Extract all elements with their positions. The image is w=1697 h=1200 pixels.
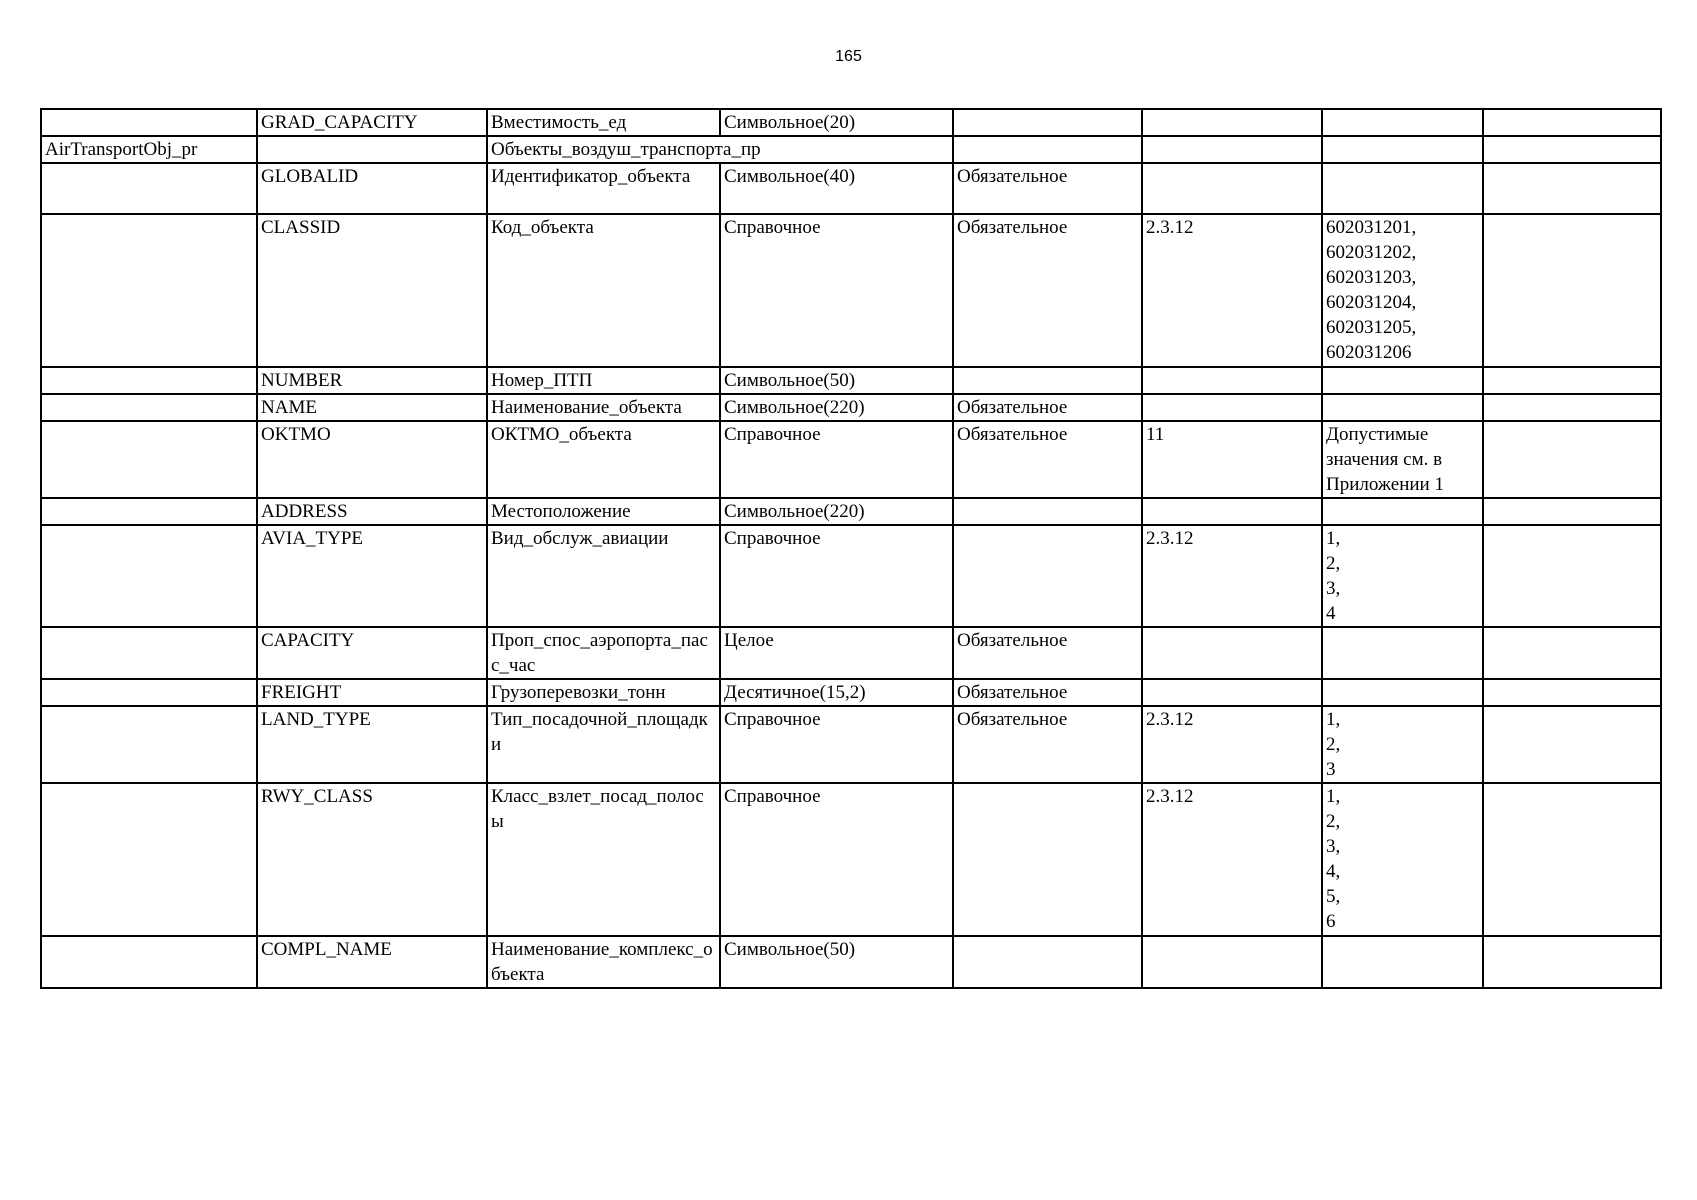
note-cell: [1483, 136, 1661, 163]
reference-cell: 11: [1142, 421, 1322, 498]
field-alias-cell: Местоположение: [487, 498, 720, 525]
field-name-cell: [257, 136, 487, 163]
allowed-values-cell: [1322, 163, 1483, 214]
allowed-values-cell: [1322, 627, 1483, 679]
object-class-cell: [41, 109, 257, 136]
table-row: [41, 783, 1661, 936]
allowed-values-cell: [1322, 936, 1483, 988]
note-cell: [1483, 627, 1661, 679]
field-type-cell: Целое: [720, 627, 953, 679]
field-name-cell: NUMBER: [257, 367, 487, 394]
reference-cell: 2.3.12: [1142, 214, 1322, 367]
note-cell: [1483, 163, 1661, 214]
reference-cell: 2.3.12: [1142, 706, 1322, 783]
note-cell: [1483, 421, 1661, 498]
required-cell: [953, 109, 1142, 136]
field-type-cell: Справочное: [720, 783, 953, 936]
field-type-cell: Справочное: [720, 706, 953, 783]
field-name-cell: COMPL_NAME: [257, 936, 487, 988]
allowed-values-cell: 1, 2, 3: [1322, 706, 1483, 783]
field-type-cell: Символьное(20): [720, 109, 953, 136]
table-row: [41, 367, 1661, 394]
object-class-cell: [41, 525, 257, 627]
field-alias-cell: Тип_посадочной_площадки: [487, 706, 720, 783]
field-name-cell: CAPACITY: [257, 627, 487, 679]
table-row: [41, 394, 1661, 421]
field-type-cell: Справочное: [720, 525, 953, 627]
object-class-cell: [41, 936, 257, 988]
field-alias-cell: ОКТМО_объекта: [487, 421, 720, 498]
field-alias-cell: Проп_спос_аэропорта_пасс_час: [487, 627, 720, 679]
object-class-cell: AirTransportObj_pr: [41, 136, 257, 163]
object-class-cell: [41, 421, 257, 498]
field-name-cell: FREIGHT: [257, 679, 487, 706]
field-type-cell: Справочное: [720, 214, 953, 367]
note-cell: [1483, 783, 1661, 936]
object-class-cell: [41, 706, 257, 783]
field-name-cell: RWY_CLASS: [257, 783, 487, 936]
note-cell: [1483, 679, 1661, 706]
field-alias-cell: Код_объекта: [487, 214, 720, 367]
field-alias-cell: Вместимость_ед: [487, 109, 720, 136]
note-cell: [1483, 498, 1661, 525]
page-number: 165: [835, 48, 862, 65]
field-type-cell: Символьное(40): [720, 163, 953, 214]
reference-cell: [1142, 679, 1322, 706]
note-cell: [1483, 394, 1661, 421]
field-type-cell: Десятичное(15,2): [720, 679, 953, 706]
field-alias-cell: Номер_ПТП: [487, 367, 720, 394]
reference-cell: [1142, 367, 1322, 394]
required-cell: Обязательное: [953, 214, 1142, 367]
reference-cell: [1142, 936, 1322, 988]
required-cell: [953, 498, 1142, 525]
table-row: [41, 936, 1661, 988]
field-name-cell: AVIA_TYPE: [257, 525, 487, 627]
allowed-values-cell: 602031201, 602031202, 602031203, 602031204, 602031205, 602031206: [1322, 214, 1483, 367]
reference-cell: [1142, 498, 1322, 525]
table-row: [41, 109, 1661, 136]
object-class-cell: [41, 627, 257, 679]
required-cell: Обязательное: [953, 421, 1142, 498]
table-row: [41, 136, 1661, 163]
table-row: [41, 706, 1661, 783]
note-cell: [1483, 367, 1661, 394]
table-row: [41, 214, 1661, 367]
attribute-table: [40, 108, 1662, 989]
field-type-cell: Символьное(50): [720, 936, 953, 988]
field-name-cell: GLOBALID: [257, 163, 487, 214]
required-cell: [953, 136, 1142, 163]
object-class-cell: [41, 498, 257, 525]
field-name-cell: NAME: [257, 394, 487, 421]
allowed-values-cell: [1322, 367, 1483, 394]
field-type-cell: Символьное(220): [720, 498, 953, 525]
allowed-values-cell: [1322, 394, 1483, 421]
required-cell: [953, 367, 1142, 394]
required-cell: [953, 525, 1142, 627]
reference-cell: [1142, 163, 1322, 214]
allowed-values-cell: Допустимые значения см. в Приложении 1: [1322, 421, 1483, 498]
field-alias-cell: Вид_обслуж_авиации: [487, 525, 720, 627]
object-class-cell: [41, 679, 257, 706]
field-name-cell: CLASSID: [257, 214, 487, 367]
required-cell: Обязательное: [953, 163, 1142, 214]
field-type-cell: Символьное(220): [720, 394, 953, 421]
allowed-values-cell: [1322, 498, 1483, 525]
reference-cell: [1142, 627, 1322, 679]
object-class-cell: [41, 783, 257, 936]
field-alias-cell: Класс_взлет_посад_полосы: [487, 783, 720, 936]
allowed-values-cell: 1, 2, 3, 4: [1322, 525, 1483, 627]
reference-cell: 2.3.12: [1142, 783, 1322, 936]
required-cell: [953, 783, 1142, 936]
table-row: [41, 163, 1661, 214]
object-class-cell: [41, 214, 257, 367]
field-alias-cell: Наименование_объекта: [487, 394, 720, 421]
field-alias-cell: Идентификатор_объекта: [487, 163, 720, 214]
allowed-values-cell: 1, 2, 3, 4, 5, 6: [1322, 783, 1483, 936]
reference-cell: 2.3.12: [1142, 525, 1322, 627]
field-name-cell: GRAD_CAPACITY: [257, 109, 487, 136]
required-cell: Обязательное: [953, 706, 1142, 783]
required-cell: Обязательное: [953, 627, 1142, 679]
field-name-cell: OKTMO: [257, 421, 487, 498]
required-cell: Обязательное: [953, 679, 1142, 706]
allowed-values-cell: [1322, 109, 1483, 136]
table-row: [41, 679, 1661, 706]
note-cell: [1483, 525, 1661, 627]
required-cell: [953, 936, 1142, 988]
allowed-values-cell: [1322, 136, 1483, 163]
table-row: [41, 627, 1661, 679]
object-class-cell: [41, 367, 257, 394]
note-cell: [1483, 706, 1661, 783]
note-cell: [1483, 109, 1661, 136]
note-cell: [1483, 936, 1661, 988]
reference-cell: [1142, 109, 1322, 136]
table-row: [41, 421, 1661, 498]
object-class-cell: [41, 163, 257, 214]
reference-cell: [1142, 394, 1322, 421]
table-row: [41, 525, 1661, 627]
field-type-cell: Символьное(50): [720, 367, 953, 394]
field-alias-cell: Наименование_комплекс_объекта: [487, 936, 720, 988]
field-alias-cell: Грузоперевозки_тонн: [487, 679, 720, 706]
allowed-values-cell: [1322, 679, 1483, 706]
reference-cell: [1142, 136, 1322, 163]
field-name-cell: ADDRESS: [257, 498, 487, 525]
object-alias-cell: Объекты_воздуш_транспорта_пр: [487, 136, 953, 163]
note-cell: [1483, 214, 1661, 367]
field-name-cell: LAND_TYPE: [257, 706, 487, 783]
required-cell: Обязательное: [953, 394, 1142, 421]
object-class-cell: [41, 394, 257, 421]
table-row: [41, 498, 1661, 525]
field-type-cell: Справочное: [720, 421, 953, 498]
